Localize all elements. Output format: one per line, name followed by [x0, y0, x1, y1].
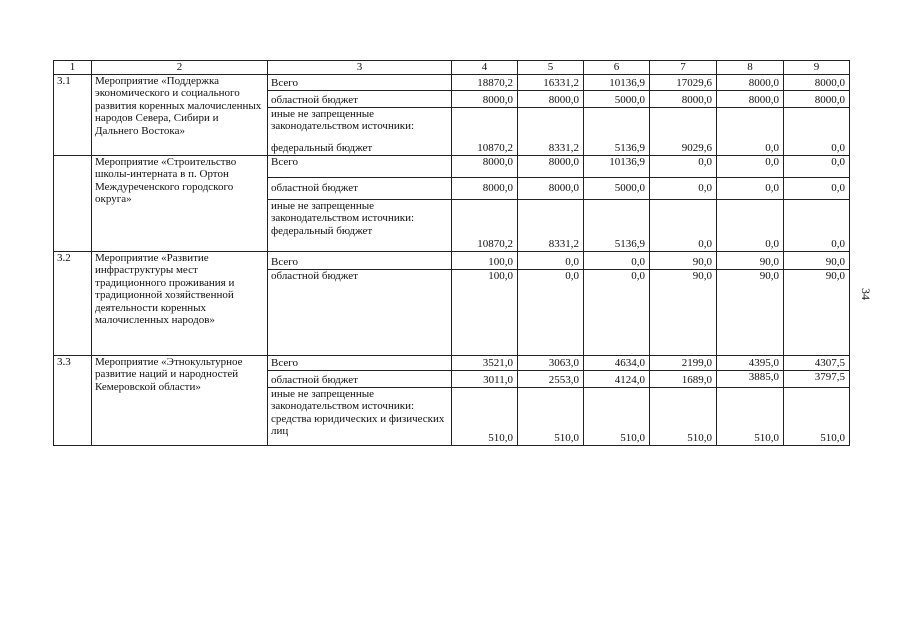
value-cell: 90,0 [784, 251, 850, 269]
value-cell: 8331,2 [518, 199, 584, 251]
funding-source: иные не запрещенные законодательством источники: федеральный бюджет [268, 199, 452, 251]
value-cell: 3797,5 [784, 370, 850, 387]
table-row [54, 74, 850, 90]
row-id [54, 155, 92, 251]
value-cell: 8000,0 [452, 155, 518, 177]
value-cell: 0,0 [584, 251, 650, 269]
value-cell: 0,0 [717, 177, 784, 199]
row-id: 3.1 [54, 74, 92, 155]
header-cell: 6 [584, 61, 650, 75]
value-cell: 3011,0 [452, 370, 518, 387]
value-cell: 1689,0 [650, 370, 717, 387]
value-cell: 90,0 [717, 251, 784, 269]
value-cell: 510,0 [717, 387, 784, 445]
value-cell: 0,0 [650, 177, 717, 199]
value-cell: 0,0 [717, 155, 784, 177]
header-cell: 2 [92, 61, 268, 75]
value-cell: 4395,0 [717, 355, 784, 370]
funding-source: областной бюджет [268, 177, 452, 199]
measure-name: Мероприятие «Строительство школы-интерната в п. Ортон Междуреченского городского округа» [92, 155, 268, 251]
table-row [54, 155, 850, 177]
funding-source: областной бюджет [268, 370, 452, 387]
measure-name: Мероприятие «Развитие инфраструктуры мест традиционного проживания и традиционной хозяйственной деятельности коренных малочисленных народов» [92, 251, 268, 355]
value-cell: 0,0 [518, 251, 584, 269]
table-row [54, 355, 850, 370]
value-cell: 100,0 [452, 251, 518, 269]
value-cell: 10136,9 [584, 74, 650, 90]
value-cell: 0,0 [584, 269, 650, 355]
value-cell: 3885,0 [717, 370, 784, 387]
value-cell: 2553,0 [518, 370, 584, 387]
measure-name: Мероприятие «Этнокультурное развитие наций и народностей Кемеровской области» [92, 355, 268, 445]
funding-source: Всего [268, 155, 452, 177]
value-cell: 0,0 [650, 199, 717, 251]
value-cell: 90,0 [717, 269, 784, 355]
funding-source: областной бюджет [268, 269, 452, 355]
value-cell: 0,0 [784, 199, 850, 251]
value-cell: 8000,0 [518, 177, 584, 199]
value-cell: 8331,2 [518, 133, 584, 155]
value-cell: 4307,5 [784, 355, 850, 370]
value-cell [518, 107, 584, 133]
header-cell: 9 [784, 61, 850, 75]
value-cell: 510,0 [784, 387, 850, 445]
value-cell: 0,0 [784, 177, 850, 199]
measure-name: Мероприятие «Поддержка экономического и социального развития коренных малочисленных народов Севера, Сибири и Дальнего Востока» [92, 74, 268, 155]
funding-source: Всего [268, 251, 452, 269]
value-cell: 9029,6 [650, 133, 717, 155]
value-cell: 0,0 [717, 199, 784, 251]
funding-source: иные не запрещенные законодательством источники: [268, 107, 452, 133]
value-cell: 2199,0 [650, 355, 717, 370]
row-id: 3.2 [54, 251, 92, 355]
value-cell: 510,0 [650, 387, 717, 445]
value-cell [784, 107, 850, 133]
value-cell: 8000,0 [518, 155, 584, 177]
value-cell: 8000,0 [784, 90, 850, 107]
value-cell: 0,0 [650, 155, 717, 177]
value-cell: 8000,0 [717, 90, 784, 107]
table-row [54, 251, 850, 269]
funding-source: иные не запрещенные законодательством источники: средства юридических и физических лиц [268, 387, 452, 445]
header-cell: 7 [650, 61, 717, 75]
value-cell: 8000,0 [518, 90, 584, 107]
value-cell: 10136,9 [584, 155, 650, 177]
value-cell: 90,0 [650, 269, 717, 355]
value-cell: 10870,2 [452, 199, 518, 251]
value-cell: 8000,0 [650, 90, 717, 107]
value-cell: 0,0 [518, 269, 584, 355]
value-cell [650, 107, 717, 133]
row-id: 3.3 [54, 355, 92, 445]
value-cell [452, 107, 518, 133]
value-cell [584, 107, 650, 133]
funding-source: Всего [268, 74, 452, 90]
value-cell: 0,0 [717, 133, 784, 155]
value-cell: 18870,2 [452, 74, 518, 90]
value-cell: 510,0 [584, 387, 650, 445]
value-cell: 10870,2 [452, 133, 518, 155]
value-cell: 4634,0 [584, 355, 650, 370]
value-cell: 16331,2 [518, 74, 584, 90]
value-cell: 8000,0 [452, 177, 518, 199]
header-cell: 5 [518, 61, 584, 75]
value-cell: 17029,6 [650, 74, 717, 90]
value-cell: 8000,0 [784, 74, 850, 90]
funding-source: федеральный бюджет [268, 133, 452, 155]
value-cell: 90,0 [650, 251, 717, 269]
value-cell: 5000,0 [584, 90, 650, 107]
budget-table [53, 60, 850, 446]
value-cell: 5136,9 [584, 133, 650, 155]
value-cell: 5000,0 [584, 177, 650, 199]
value-cell: 510,0 [452, 387, 518, 445]
funding-source: областной бюджет [268, 90, 452, 107]
value-cell: 0,0 [784, 133, 850, 155]
header-cell: 8 [717, 61, 784, 75]
header-cell: 3 [268, 61, 452, 75]
value-cell: 8000,0 [452, 90, 518, 107]
value-cell: 5136,9 [584, 199, 650, 251]
value-cell: 510,0 [518, 387, 584, 445]
header-cell: 1 [54, 61, 92, 75]
value-cell: 3063,0 [518, 355, 584, 370]
header-row [54, 61, 850, 75]
header-cell: 4 [452, 61, 518, 75]
value-cell [717, 107, 784, 133]
value-cell: 4124,0 [584, 370, 650, 387]
value-cell: 100,0 [452, 269, 518, 355]
funding-source: Всего [268, 355, 452, 370]
value-cell: 0,0 [784, 155, 850, 177]
value-cell: 3521,0 [452, 355, 518, 370]
value-cell: 8000,0 [717, 74, 784, 90]
page-number: 34 [859, 288, 873, 300]
value-cell: 90,0 [784, 269, 850, 355]
